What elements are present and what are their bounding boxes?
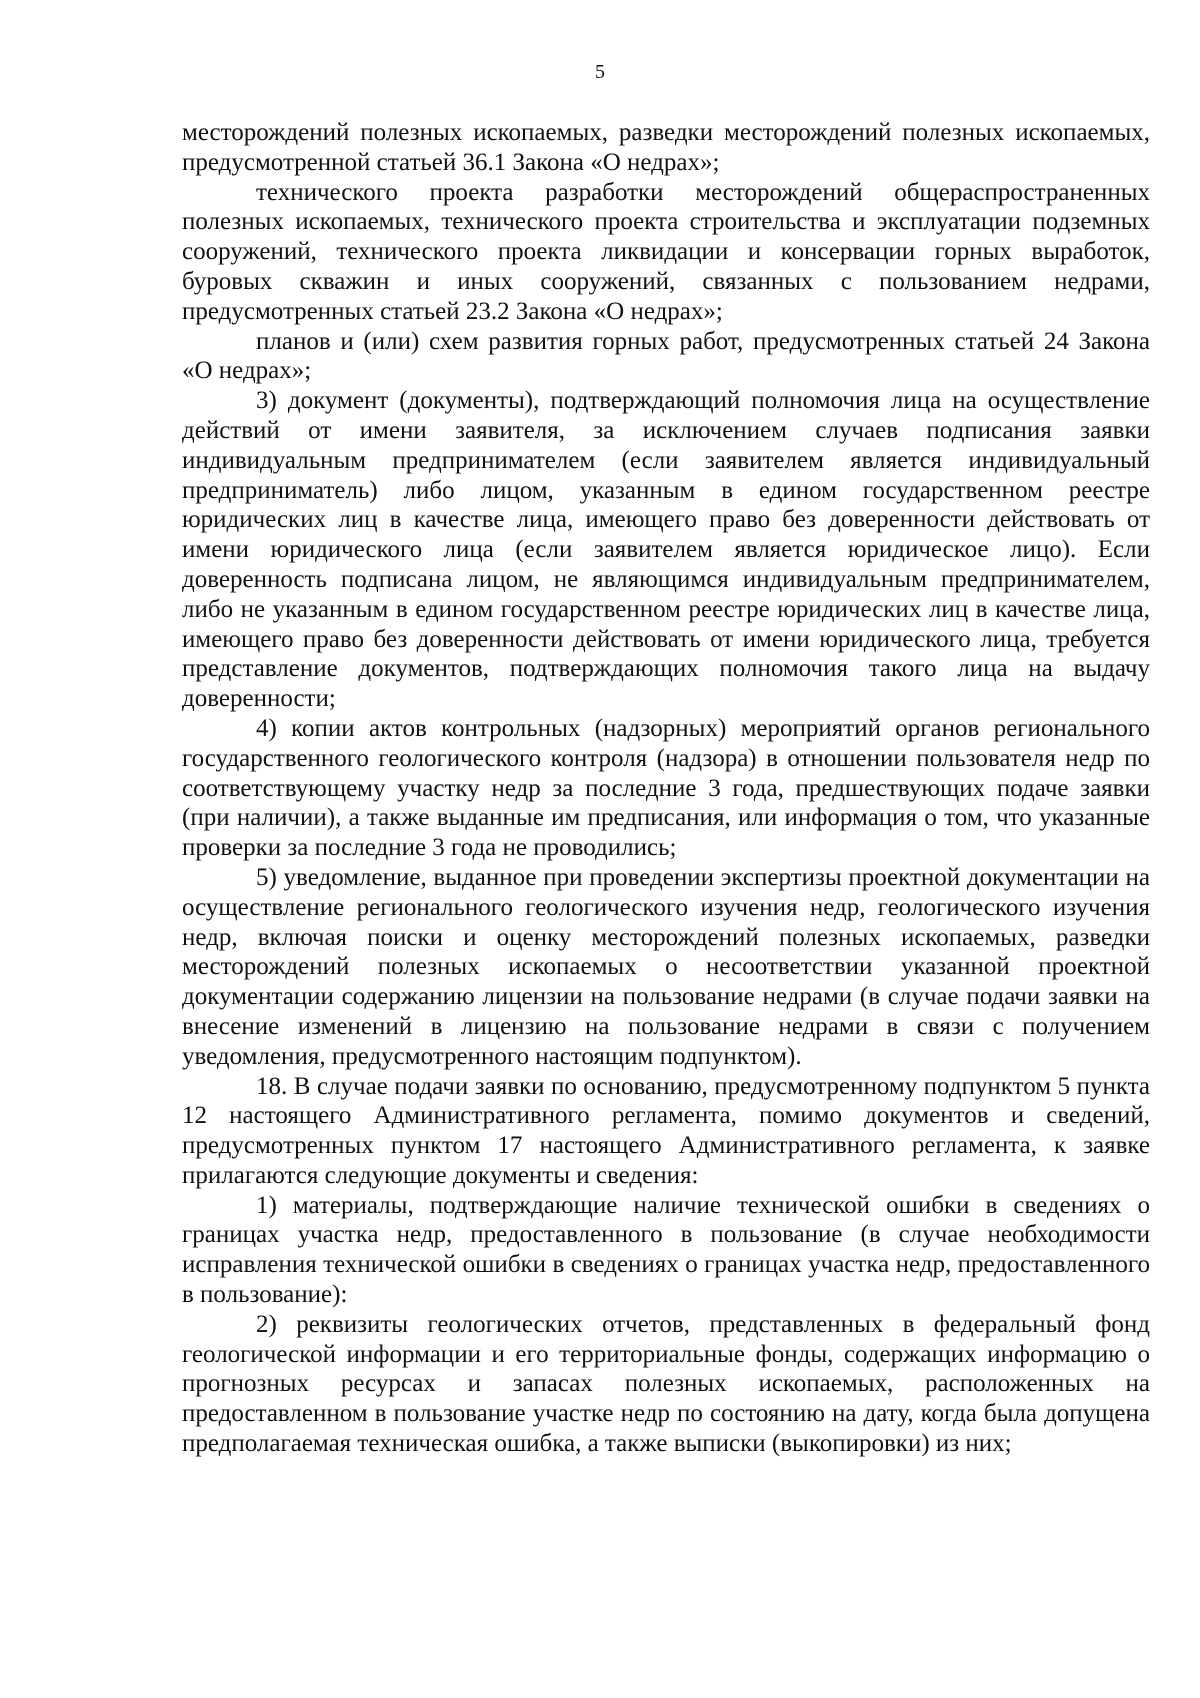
paragraph: месторождений полезных ископаемых, разведки месторождений полезных ископаемых, предусмотренной статьей 36.1 Закона «О недрах»; xyxy=(182,119,1150,176)
paragraph: 3) документ (документы), подтверждающий полномочия лица на осуществление действий от имени заявителя, за исключением случаев подписания заявки индивидуальным предпринимателем (если заявителем является индивидуальный предприниматель) либо лицом, указанным в едином государственном реестре юридических лиц в качестве лица, имеющего право без доверенности действовать от имени юридического лица (если заявителем является юридическое лицо). Если доверенность подписана лицом, не являющимся индивидуальным предпринимателем, либо не указанным в едином государственном реестре юридических лиц в качестве лица, имеющего право без доверенности действовать от имени юридического лица, требуется представление документов, подтверждающих полномочия такого лица на выдачу доверенности; xyxy=(182,387,1150,713)
paragraph: 5) уведомление, выданное при проведении экспертизы проектной документации на осуществление регионального геологического изучения недр, геологического изучения недр, включая поиски и оценку месторождений полезных ископаемых, разведки месторождений полезных ископаемых о несоответствии указанной проектной документации содержанию лицензии на пользование недрами (в случае подачи заявки на внесение изменений в лицензию на пользование недрами в связи с получением уведомления, предусмотренного настоящим подпунктом). xyxy=(182,863,1150,1070)
paragraph: планов и (или) схем развития горных работ, предусмотренных статьей 24 Закона «О недрах»; xyxy=(182,327,1150,385)
paragraph: 2) реквизиты геологических отчетов, представленных в федеральный фонд геологической информации и его территориальные фонды, содержащих информацию о прогнозных ресурсах и запасах полезных ископаемых, расположенных на предоставленном в пользование участке недр по состоянию на дату, когда была допущена предполагаемая техническая ошибка, а также выписки (выкопировки) из них; xyxy=(182,1310,1150,1458)
paragraph: 4) копии актов контрольных (надзорных) мероприятий органов регионального государственного геологического контроля (надзора) в отношении пользователя недр по соответствующему участку недр за последние 3 года, предшествующих подаче заявки (при наличии), а также выданные им предписания, или информация о том, что указанные проверки за последние 3 года не проводились; xyxy=(182,714,1150,862)
paragraph: технического проекта разработки месторождений общераспространенных полезных ископаемых, технического проекта строительства и эксплуатации подземных сооружений, технического проекта ликвидации и консервации горных выработок, буровых скважин и иных сооружений, связанных с пользованием недрами, предусмотренных статьей 23.2 Закона «О недрах»; xyxy=(182,178,1150,325)
paragraph: 1) материалы, подтверждающие наличие технической ошибки в сведениях о границах участка недр, предоставленного в пользование (в случае необходимости исправления технической ошибки в сведениях о границах участка недр, предоставленного в пользование): xyxy=(182,1191,1150,1309)
document-body xyxy=(182,118,1150,1459)
page-number: 5 xyxy=(595,61,605,83)
paragraph: 18. В случае подачи заявки по основанию, предусмотренному подпунктом 5 пункта 12 настоящего Административного регламента, помимо документов и сведений, предусмотренных пунктом 17 настоящего Административного регламента, к заявке прилагаются следующие документы и сведения: xyxy=(182,1072,1150,1189)
